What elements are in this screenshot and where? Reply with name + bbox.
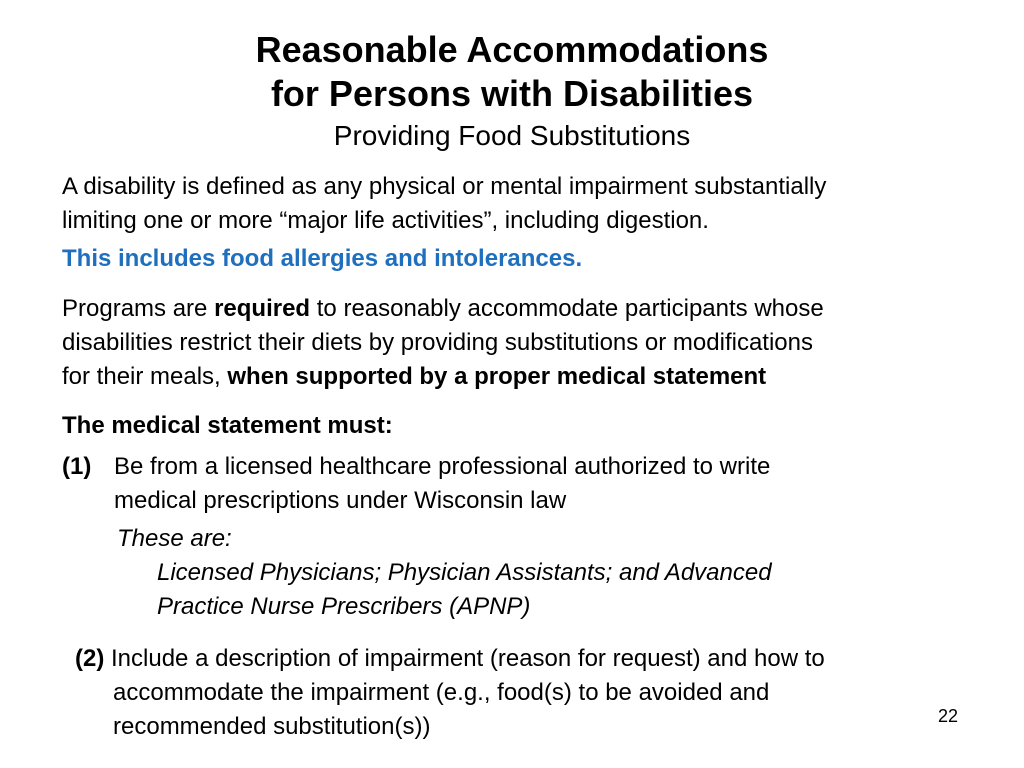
roles-line-2: Practice Nurse Prescribers (APNP) [157, 593, 531, 620]
programs-line-2: disabilities restrict their diets by providing substitutions or modifications [62, 329, 813, 356]
programs-text-c: for their meals, [62, 363, 228, 390]
required-emphasis: required [214, 295, 311, 322]
programs-line-1 [62, 292, 982, 326]
title-line-2: for Persons with Disabilities [270, 73, 754, 114]
programs-text-a: Programs are [62, 295, 215, 322]
medical-statement-emphasis: when supported by a proper medical statement [227, 363, 767, 390]
item-1-line-2: medical prescriptions under Wisconsin law [114, 487, 567, 514]
item-2-line-1 [75, 642, 975, 676]
programs-text-b: to reasonably accommodate participants whose [310, 295, 824, 322]
highlight-text: This includes food allergies and intolerances. [62, 245, 583, 272]
requirement-item-1 [62, 450, 962, 514]
title-line-1: Reasonable Accommodations [255, 29, 769, 70]
intro-paragraph [62, 170, 982, 238]
programs-paragraph [62, 292, 982, 394]
item-1-line-1: Be from a licensed healthcare professional authorized to write [114, 453, 771, 480]
slide-subtitle: Providing Food Substitutions [333, 120, 691, 151]
requirement-item-2 [75, 642, 975, 744]
item-2-line-3: recommended substitution(s)) [113, 713, 431, 740]
intro-line-2: limiting one or more “major life activities”, including digestion. [62, 207, 709, 234]
item-2-line-2: accommodate the impairment (e.g., food(s) to be avoided and [113, 679, 770, 706]
item-1-number: (1) [62, 453, 92, 480]
item-2-text-1: Include a description of impairment (reason for request) and how to [111, 645, 825, 672]
intro-line-1: A disability is defined as any physical or mental impairment substantially [62, 173, 827, 200]
programs-line-3 [62, 360, 982, 394]
slide-title [0, 28, 1024, 116]
these-are-label: These are: [117, 525, 232, 552]
statement-heading: The medical statement must: [62, 412, 393, 439]
roles-line-1: Licensed Physicians; Physician Assistants; and Advanced [157, 559, 772, 586]
page-number: 22 [938, 706, 959, 726]
item-1-text [114, 450, 954, 518]
item-2-number: (2) [75, 645, 105, 672]
licensed-roles [157, 556, 917, 624]
